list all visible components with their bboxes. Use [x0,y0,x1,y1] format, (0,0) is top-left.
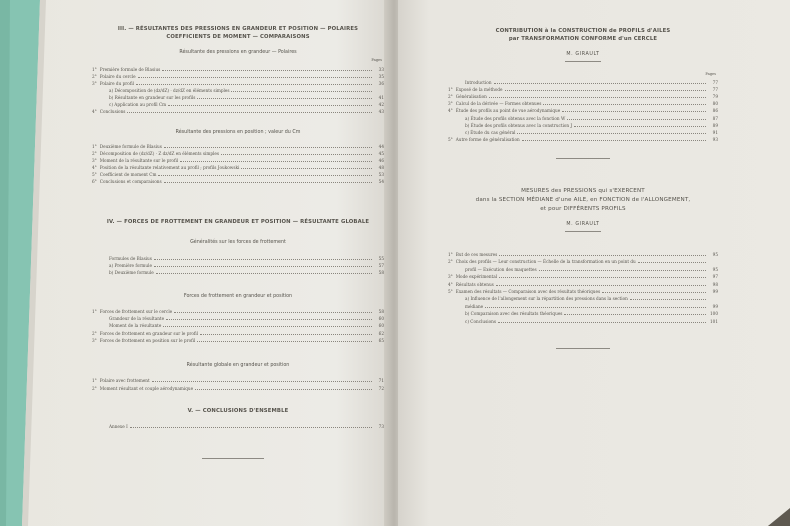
toc-entry-page: 99 [712,303,718,309]
toc-entry-label: Position de la résultante relativement au profil ; profils Joukowski [99,165,240,170]
toc-entry-page: 36 [378,81,384,86]
toc-entry-page: 45 [378,151,384,156]
toc-entry [92,322,384,328]
toc-entry-number: 2° [448,259,453,265]
toc-entry-number: 5° [448,289,453,294]
toc-entry-number: 3° [92,337,97,343]
toc-leader-dots [154,266,372,267]
toc-entry [92,108,384,114]
article-1-author-rule [565,61,601,62]
toc-entry-page: 98 [712,281,718,287]
toc-entry-page: 58 [378,270,384,275]
toc-entry-label: profil — Exécution des maquettes [465,266,537,272]
toc-entry-page: 71 [378,378,384,383]
toc-entry-label: Grandeur de la résultante [109,316,165,322]
toc-entry [448,100,718,106]
toc-leader-dots [156,273,372,274]
toc-entry-page: 33 [378,67,384,72]
toc-entry-number: 4° [448,281,453,287]
toc-entry-label: Introduction [465,80,492,85]
toc-entry-label: Forces de frottement en grandeur sur le profil [99,330,199,336]
toc-entry [92,178,384,184]
toc-entry-label: Coefficient de moment Cm [99,172,157,177]
toc-entry-label: Mode expérimental [455,274,498,280]
toc-entry-page: 44 [378,144,384,149]
toc-entry [92,94,384,100]
toc-entry [448,107,718,113]
toc-entry [92,315,384,321]
toc-entry-label: Polaire du cercle [99,74,136,79]
toc-leader-dots [499,255,706,256]
toc-entry [92,330,384,336]
toc-entry-page: 43 [378,109,384,114]
toc-leader-dots [485,307,706,308]
toc-entry [448,273,718,279]
toc-leader-dots [154,259,372,260]
toc-entry [92,255,384,261]
toc-entry [92,308,384,314]
toc-leader-dots [539,270,706,271]
toc-entry-page: 89 [712,122,718,128]
group-1-title: Résultante des pressions en grandeur — Polaires [179,50,297,55]
toc-entry [92,337,384,343]
toc-entry [448,129,718,135]
toc-entry-label: médiane [465,303,484,309]
toc-entry-label: Décomposition de (dz/dZ) · Z dz/dZ en éléments simples [99,151,220,156]
article-2-end-rule [556,348,610,349]
toc-entry [448,79,718,85]
toc-leader-dots [158,175,372,176]
article-2-author-rule [565,231,601,232]
toc-entry-label: c) Conclusions [465,318,496,324]
article-2-title-line2: dans la SECTION MÉDIANE d'une AILE, en FONCTION de l'ALLONGEMENT, [475,197,691,203]
toc-entry-page: 73 [378,424,384,429]
article-1-end-rule [556,158,610,159]
group-3-title: Généralités sur les forces de frottement [190,240,286,245]
toc-entry-page: 48 [378,165,384,170]
toc-entry-label: a) Influence de l'allongement sur la répartition des pressions dans la section [465,296,628,302]
toc-entry-page: 46 [378,158,384,163]
toc-entry-page: 54 [378,179,384,184]
toc-entry [448,310,718,316]
toc-entry-label: Première formule de Blasius [99,67,161,72]
toc-entry-page: 87 [712,115,718,121]
toc-leader-dots [174,312,372,313]
left-pages-label: Pages [371,58,382,62]
toc-entry [448,93,718,99]
toc-entry-page: 101 [710,318,718,324]
toc-leader-dots [231,91,372,92]
section-v-heading: V. — CONCLUSIONS D'ENSEMBLE [187,408,289,414]
article-1-title: CONTRIBUTION à la CONSTRUCTION de PROFILS d'AILES [495,28,671,34]
toc-leader-dots [127,112,372,113]
toc-entry [92,377,384,383]
toc-entry-label: Calcul de la dérivée — Formes obtenues [455,101,542,107]
toc-entry [92,73,384,79]
toc-leader-dots [164,147,372,148]
toc-entry-label: Conclusions [99,109,126,114]
toc-entry-number: 1° [448,87,453,93]
toc-entry-page: 57 [378,263,384,268]
toc-entry [92,87,384,93]
toc-entry-number: 4° [92,165,97,170]
toc-entry-label: Polaire du profil [99,81,134,86]
toc-entry [92,171,384,177]
toc-entry-label: Forces de frottement en position sur le profil [99,337,196,343]
toc-entry-page: 41 [378,95,384,100]
toc-entry [92,80,384,86]
toc-leader-dots [166,319,372,320]
toc-entry-label: Exposé de la méthode [455,87,503,93]
toc-entry-label: Deuxième formule de Blasius [99,144,162,149]
toc-leader-dots [200,334,372,335]
toc-entry-number: 6° [92,179,97,184]
toc-entry [92,66,384,72]
toc-entry-number: 5° [92,172,97,177]
toc-leader-dots [180,161,372,162]
toc-leader-dots [136,84,372,85]
right-pages-label: Pages [705,72,716,76]
toc-entry-label: b) Étude des profils obtenus avec la construction J [465,122,573,128]
toc-entry-page: 60 [378,316,384,322]
toc-leader-dots [564,314,706,315]
toc-entry-number: 4° [92,109,97,114]
toc-leader-dots [163,326,372,327]
toc-leader-dots [197,341,372,342]
toc-entry-label: But de ces mesures [455,252,498,257]
toc-leader-dots [138,77,372,78]
toc-entry-page: 35 [378,74,384,79]
toc-entry [448,318,718,324]
toc-entry-label: Moment de la résultante [109,323,162,329]
toc-entry [448,251,718,257]
toc-leader-dots [517,133,706,134]
toc-entry [448,115,718,121]
toc-leader-dots [543,104,706,105]
toc-leader-dots [505,90,706,91]
toc-entry [448,86,718,92]
toc-entry-number: 3° [92,158,97,163]
toc-entry-label: Généralisation [455,94,487,100]
toc-entry-number: 1° [448,252,453,257]
article-2-author: M. GIRAULT [566,222,600,227]
toc-entry-label: Moment résultant et couple aérodynamique [99,385,194,391]
toc-entry-label: Conclusions et comparaisons [99,179,162,184]
toc-entry-label: a) Étude des profils obtenus avec la fonction W [465,115,566,121]
toc-entry [92,157,384,163]
toc-entry-label: Annexe I [109,424,128,429]
toc-leader-dots [499,277,706,278]
toc-entry-number: 2° [92,151,97,156]
toc-entry-number: 1° [92,67,97,72]
toc-entry-page: 55 [378,256,384,261]
article-1-subtitle: par TRANSFORMATION CONFORME d'un CERCLE [508,36,658,42]
section-iv-heading: IV. — FORCES DE FROTTEMENT EN GRANDEUR ET POSITION — RÉSULTANTE GLOBALE [106,219,370,225]
toc-leader-dots [197,98,372,99]
toc-entry [448,295,718,301]
toc-entry-page: 91 [712,129,718,135]
toc-leader-dots [496,285,706,286]
toc-entry-number: 1° [92,378,97,383]
toc-entry-page: 95 [712,266,718,272]
toc-entry-page: 62 [378,330,384,336]
section-iii-heading-line2: COEFFICIENTS DE MOMENT — COMPARAISONS [166,34,310,40]
toc-entry-label: a) Première formule [109,263,152,268]
toc-entry-number: 3° [448,274,453,280]
section-iii-heading: III. — RÉSULTANTES DES PRESSIONS EN GRANDEUR ET POSITION — POLAIRES [117,26,359,32]
toc-entry-page: 72 [378,385,384,391]
toc-entry-number: 4° [448,108,453,114]
toc-entry [92,423,384,429]
toc-entry-page: 93 [712,136,718,142]
article-1-author: M. GIRAULT [566,52,600,57]
toc-entry-label: Choix des profils — Leur construction — Échelle de la transformation en un point du [455,259,636,265]
toc-entry-number: 1° [92,309,97,314]
toc-entry-page: 77 [712,87,718,93]
toc-entry-label: Moment de la résultante sur le profil [99,158,179,163]
group-5-title: Résultante globale en grandeur et position [186,363,290,368]
toc-entry [448,136,718,142]
toc-leader-dots [162,70,372,71]
toc-leader-dots [164,182,372,183]
toc-entry-label: Forces de frottement sur le cercle [99,309,173,314]
toc-entry-page: 97 [712,274,718,280]
toc-entry-page: 99 [712,289,718,294]
toc-entry [92,150,384,156]
toc-entry-label: b) Comparaison avec des résultats théoriques [465,311,563,317]
toc-leader-dots [498,322,706,323]
toc-entry-page: 77 [712,80,718,85]
toc-entry-label: Examen des résultats — Comparaison avec des résultats théoriques [455,289,601,294]
toc-entry-page: 42 [378,102,384,107]
toc-entry-number: 3° [92,81,97,86]
toc-entry [448,281,718,287]
toc-entry [92,143,384,149]
toc-leader-dots [221,154,372,155]
toc-entry-page: 86 [712,108,718,114]
toc-leader-dots [489,97,706,98]
toc-entry-label: c) Application au profil Cm [109,102,167,107]
toc-entry-label: a) Décomposition de (dz/dZ) · dz/dZ en éléments simples [109,88,230,93]
toc-entry-page: 79 [712,94,718,100]
toc-entry-label: b) Résultante en grandeur sur les profils [109,95,196,100]
toc-entry [92,101,384,107]
toc-leader-dots [567,119,706,120]
toc-leader-dots [630,299,706,300]
toc-entry-label: Formules de Blasius [109,256,152,261]
toc-leader-dots [602,292,706,293]
toc-entry-page: 100 [710,311,718,317]
toc-entry-number: 2° [92,74,97,79]
toc-entry-page: 60 [378,323,384,329]
toc-leader-dots [168,105,372,106]
toc-entry [448,122,718,128]
toc-entry [448,258,718,264]
toc-entry-number: 1° [92,144,97,149]
toc-leader-dots [574,126,706,127]
left-end-rule [202,458,264,459]
toc-leader-dots [241,168,372,169]
toc-entry-number: 3° [448,101,453,107]
toc-leader-dots [562,111,706,112]
article-2-title-line3: et pour DIFFÉRENTS PROFILS [540,206,626,212]
toc-entry-number: 2° [92,385,97,391]
group-4-title: Forces de frottement en grandeur et position [183,294,293,299]
toc-entry-label: b) Deuxième formule [109,270,154,275]
toc-leader-dots [494,83,706,84]
toc-entry-label: Autre forme de généralisation [455,136,520,142]
toc-leader-dots [522,140,706,141]
toc-entry [92,269,384,275]
toc-entry [92,262,384,268]
toc-entry-page: 58 [378,309,384,314]
toc-entry [92,164,384,170]
toc-entry-page: 65 [378,337,384,343]
toc-entry [92,385,384,391]
toc-entry-label: c) Étude du cas général [465,129,516,135]
toc-entry-page: 53 [378,172,384,177]
toc-entry [448,303,718,309]
toc-entry-label: Étude des profils au point de vue aérodynamique [455,108,561,114]
toc-leader-dots [152,381,372,382]
toc-leader-dots [638,262,706,263]
toc-entry [448,288,718,294]
toc-entry [448,266,718,272]
toc-entry-label: Résultats obtenus [455,281,494,287]
toc-entry-page: 95 [712,252,718,257]
toc-entry-number: 2° [448,94,453,100]
toc-entry-number: 2° [92,330,97,336]
toc-entry-number: 5° [448,136,453,142]
toc-entry-label: Polaire avec frottement [99,378,150,383]
toc-leader-dots [130,427,372,428]
toc-leader-dots [195,389,372,390]
toc-entry-page: 80 [712,101,718,107]
group-2-title: Résultante des pressions en position ; valeur du Cm [175,130,301,135]
article-2-title-line1: MESURES des PRESSIONS qui s'EXERCENT [521,188,645,194]
